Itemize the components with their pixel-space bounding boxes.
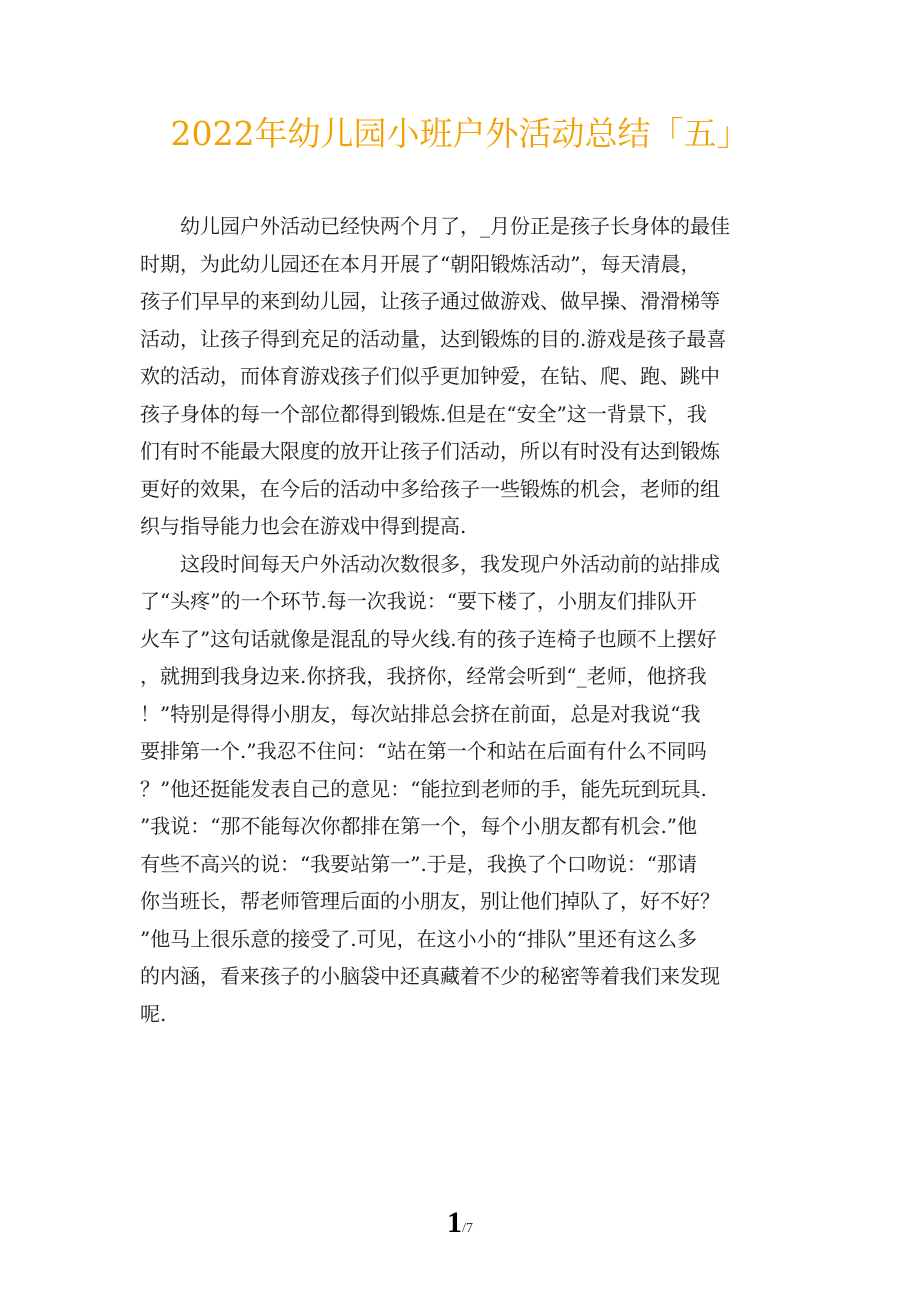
text-line: ”他马上很乐意的接受了.可见，在这小小的“排队”里还有这么多: [140, 926, 698, 951]
paragraph-1: [140, 208, 780, 546]
text-line: 更好的效果，在今后的活动中多给孩子一些锻炼的机会，老师的组: [140, 476, 720, 501]
text-line: 们有时不能最大限度的放开让孩子们活动，所以有时没有达到锻炼: [140, 439, 720, 463]
text-line: 孩子们早早的来到幼儿园，让孩子通过做游戏、做早操、滑滑梯等: [140, 289, 720, 313]
text-line: ！”特别是得得小朋友，每次站排总会挤在前面，总是对我说“我: [140, 701, 701, 726]
text-line: 孩子身体的每一个部位都得到锻炼.但是在“安全”这一背景下，我: [140, 401, 707, 426]
text-line: 活动，让孩子得到充足的活动量，达到锻炼的目的.游戏是孩子最喜: [140, 326, 727, 351]
paragraph-2: [140, 546, 780, 1034]
text-line: 要排第一个.”我忍不住问：“站在第一个和站在后面有什么不同吗: [140, 739, 707, 763]
text-line: 织与指导能力也会在游戏中得到提高.: [140, 514, 467, 538]
text-line: 呢.: [140, 1001, 167, 1026]
text-line: 火车了”这句话就像是混乱的导火线.有的孩子连椅子也顾不上摆好: [140, 626, 717, 651]
text-line: ，就拥到我身边来.你挤我，我挤你，经常会听到“_老师，他挤我: [140, 664, 707, 688]
text-line: 的内涵，看来孩子的小脑袋中还真藏着不少的秘密等着我们来发现: [140, 964, 720, 988]
text-line: 时期，为此幼儿园还在本月开展了“朝阳锻炼活动”，每天清晨，: [140, 251, 701, 276]
page-footer: [0, 1206, 920, 1240]
page-separator: /: [462, 1221, 466, 1236]
text-line: 欢的活动，而体育游戏孩子们似乎更加钟爱，在钻、爬、跑、跳中: [140, 364, 720, 388]
text-line: 这段时间每天户外活动次数很多，我发现户外活动前的站排成: [140, 551, 720, 576]
text-line: 了“头疼”的一个环节.每一次我说：“要下楼了，小朋友们排队开: [140, 589, 698, 613]
document-title: 2022年幼儿园小班户外活动总结「五」: [170, 114, 750, 153]
text-line: 有些不高兴的说：“我要站第一”.于是，我换了个口吻说：“那请: [140, 851, 698, 876]
text-line: ”我说：“那不能每次你都排在第一个，每个小朋友都有机会.”他: [140, 814, 698, 838]
text-line: ？”他还挺能发表自己的意见：“能拉到老师的手，能先玩到玩具.: [140, 776, 707, 801]
text-line: 幼儿园户外活动已经快两个月了，_月份正是孩子长身体的最佳: [140, 214, 730, 238]
text-line: 你当班长，帮老师管理后面的小朋友，别让他们掉队了，好不好？: [140, 889, 720, 913]
document-body: [140, 208, 780, 1033]
page-number: 1: [447, 1206, 463, 1239]
page-total: 7: [465, 1221, 473, 1236]
